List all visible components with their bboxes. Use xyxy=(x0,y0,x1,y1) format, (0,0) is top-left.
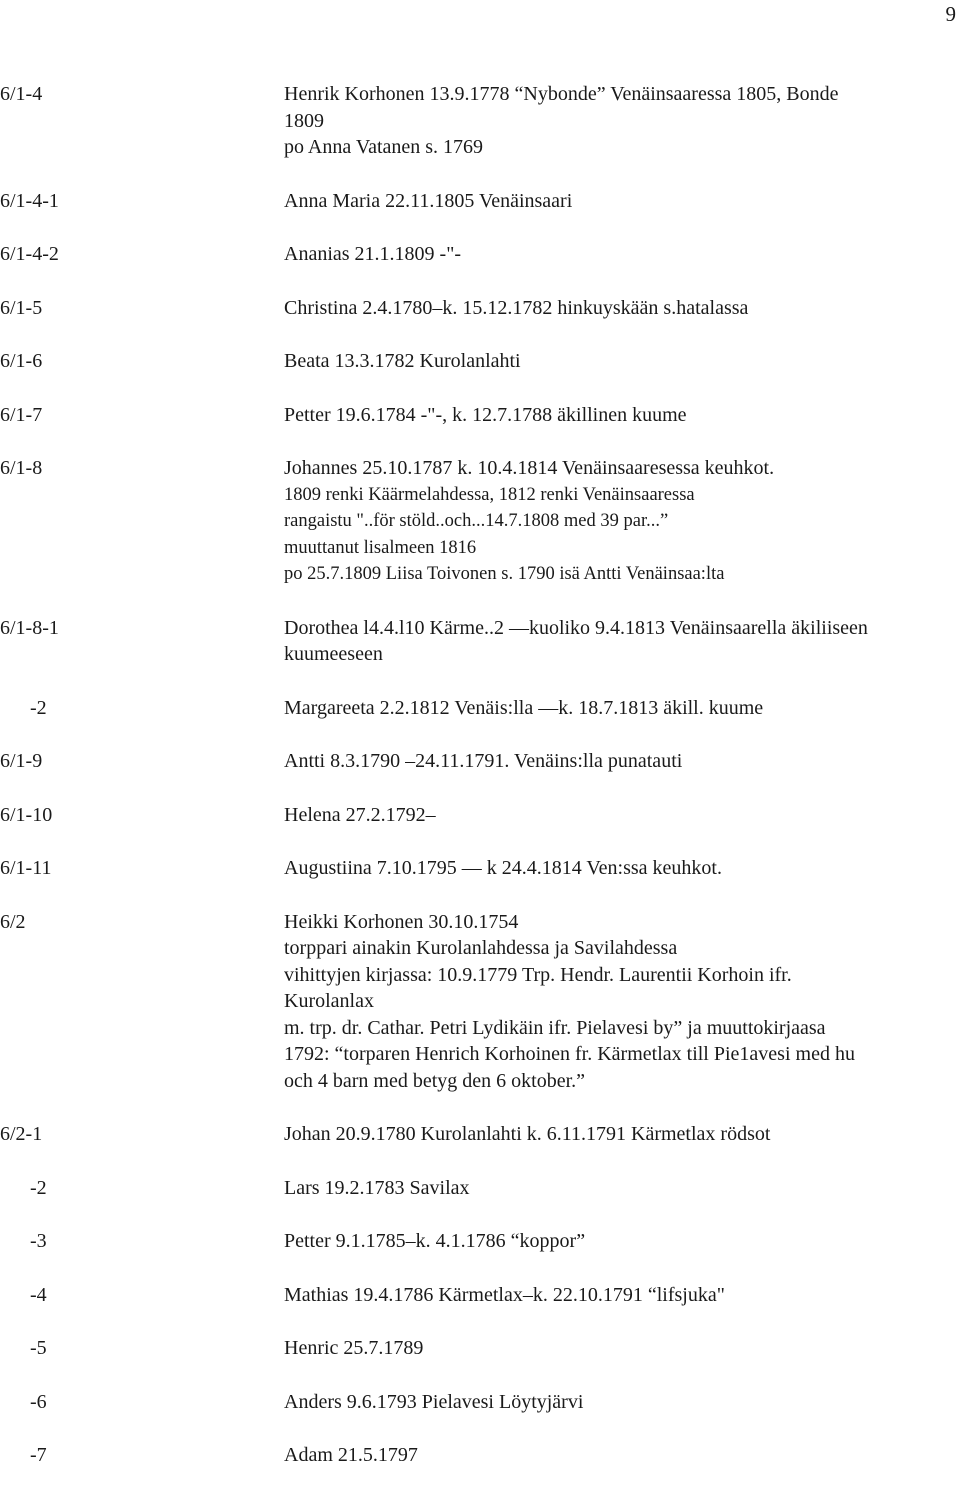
entry-row xyxy=(0,348,960,375)
entry-row xyxy=(0,1442,960,1469)
entry-line: Lars 19.2.1783 Savilax xyxy=(284,1176,470,1199)
entry-row xyxy=(0,1389,960,1416)
entry-content xyxy=(284,1175,960,1202)
entry-row xyxy=(0,1335,960,1362)
entry-line: Ananias 21.1.1809 -"- xyxy=(284,243,462,265)
entry-line: Anders 9.6.1793 Pielavesi Löytyjärvi xyxy=(284,1390,584,1413)
entry-content xyxy=(284,695,960,722)
entry-label: 6/1-6 xyxy=(0,350,43,372)
entry-line: 1809 renki Käärmelahdessa, 1812 renki Venäinsaaressa xyxy=(284,484,695,505)
entry-content xyxy=(284,615,960,668)
entry-content xyxy=(284,1442,960,1469)
entry-row xyxy=(0,1282,960,1309)
entry-row xyxy=(0,695,960,722)
entry-row xyxy=(0,802,960,829)
entry-content xyxy=(284,909,960,1095)
entry-row xyxy=(0,455,960,588)
entry-line: och 4 barn med betyg den 6 oktober.” xyxy=(284,1069,586,1092)
entry-line: po Anna Vatanen s. 1769 xyxy=(284,136,484,158)
entry-content xyxy=(284,748,960,775)
entry-row xyxy=(0,402,960,429)
entry-content xyxy=(284,402,960,429)
entry-content xyxy=(284,802,960,829)
entry-row xyxy=(0,241,960,268)
entry-line: Johan 20.9.1780 Kurolanlahti k. 6.11.1791 Kärmetlax rödsot xyxy=(284,1123,771,1145)
entry-line: muuttanut lisalmeen 1816 xyxy=(284,537,477,558)
entry-content xyxy=(284,1335,960,1362)
entry-label: 6/1-8 xyxy=(0,457,43,479)
entry-line: Petter 9.1.1785–k. 4.1.1786 “koppor” xyxy=(284,1230,586,1252)
genealogy-entries xyxy=(0,81,960,1496)
entry-line: kuumeeseen xyxy=(284,643,383,665)
entry-line: torppari ainakin Kurolanlahdessa ja Savilahdessa xyxy=(284,937,678,959)
entry-label: 6/1-11 xyxy=(0,857,52,879)
entry-line: Antti 8.3.1790 –24.11.1791. Venäins:lla punatauti xyxy=(284,750,683,772)
entry-label: -4 xyxy=(30,1283,47,1306)
entry-line: m. trp. dr. Cathar. Petri Lydikäin ifr. Pielavesi by” ja muuttokirjaasa xyxy=(284,1016,826,1039)
entry-content xyxy=(284,188,960,215)
entry-line: Johannes 25.10.1787 k. 10.4.1814 Venäinsaaresessa keuhkot. xyxy=(284,457,775,479)
entry-line: 1792: “torparen Henrich Korhoinen fr. Kärmetlax till Pie1avesi med hu xyxy=(284,1043,855,1065)
entry-content xyxy=(284,1121,960,1148)
entry-label: 6/1-7 xyxy=(0,403,43,426)
entry-content xyxy=(284,295,960,322)
entry-label: 6/1-5 xyxy=(0,296,43,319)
entry-line: 1809 xyxy=(284,109,324,132)
entry-line: Petter 19.6.1784 -"-, k. 12.7.1788 äkillinen kuume xyxy=(284,403,687,426)
entry-row xyxy=(0,855,960,882)
entry-row xyxy=(0,188,960,215)
entry-row xyxy=(0,615,960,668)
entry-label: 6/1-10 xyxy=(0,803,53,826)
entry-label: -2 xyxy=(30,696,47,719)
entry-row xyxy=(0,748,960,775)
entry-label: 6/1-4-1 xyxy=(0,189,59,212)
entry-label: -6 xyxy=(30,1390,47,1413)
entry-row xyxy=(0,909,960,1095)
entry-line: Henric 25.7.1789 xyxy=(284,1337,424,1359)
entry-line: Helena 27.2.1792– xyxy=(284,803,436,826)
entry-label: -7 xyxy=(30,1444,47,1466)
entry-row xyxy=(0,295,960,322)
entry-label: -5 xyxy=(30,1337,47,1359)
entry-label: -3 xyxy=(30,1230,47,1252)
entry-line: Augustiina 7.10.1795 — k 24.4.1814 Ven:ssa keuhkot. xyxy=(284,857,722,879)
entry-line: Christina 2.4.1780–k. 15.12.1782 hinkuyskään s.hatalassa xyxy=(284,296,749,319)
entry-label: 6/1-8-1 xyxy=(0,616,59,639)
entry-line: Margareeta 2.2.1812 Venäis:lla —k. 18.7.1813 äkill. kuume xyxy=(284,696,764,719)
entry-line: Mathias 19.4.1786 Kärmetlax–k. 22.10.1791 “lifsjuka" xyxy=(284,1283,725,1306)
entry-content xyxy=(284,241,960,268)
entry-label: -2 xyxy=(30,1176,47,1199)
entry-line: vihittyjen kirjassa: 10.9.1779 Trp. Hendr. Laurentii Korhoin ifr. xyxy=(284,963,792,986)
entry-row xyxy=(0,1175,960,1202)
entry-content xyxy=(284,1389,960,1416)
entry-label: 6/1-9 xyxy=(0,750,43,772)
entry-row xyxy=(0,1121,960,1148)
entry-content xyxy=(284,1282,960,1309)
entry-content xyxy=(284,1228,960,1255)
entry-content xyxy=(284,455,960,588)
entry-line: Anna Maria 22.11.1805 Venäinsaari xyxy=(284,189,573,212)
entry-label: 6/2-1 xyxy=(0,1123,43,1145)
entry-content xyxy=(284,348,960,375)
entry-line: Henrik Korhonen 13.9.1778 “Nybonde” Venäinsaaressa 1805, Bonde xyxy=(284,83,839,105)
entry-line: rangaistu "..för stöld..och...14.7.1808 med 39 par...” xyxy=(284,511,669,531)
entry-line: po 25.7.1809 Liisa Toivonen s. 1790 isä Antti Venäinsaa:lta xyxy=(284,564,725,584)
entry-label: 6/1-4-2 xyxy=(0,243,59,265)
entry-line: Kurolanlax xyxy=(284,990,374,1012)
entry-label: 6/1-4 xyxy=(0,83,43,105)
entry-line: Heikki Korhonen 30.10.1754 xyxy=(284,910,519,933)
entry-row xyxy=(0,1228,960,1255)
entry-line: Beata 13.3.1782 Kurolanlahti xyxy=(284,350,521,372)
entry-line: Dorothea l4.4.l10 Kärme..2 —kuoliko 9.4.1813 Venäinsaarella äkiliiseen xyxy=(284,616,868,639)
entry-label: 6/2 xyxy=(0,910,26,933)
entry-row xyxy=(0,81,960,161)
entry-line: Adam 21.5.1797 xyxy=(284,1444,418,1466)
entry-content xyxy=(284,81,960,161)
page-number: 9 xyxy=(945,2,956,26)
entry-content xyxy=(284,855,960,882)
